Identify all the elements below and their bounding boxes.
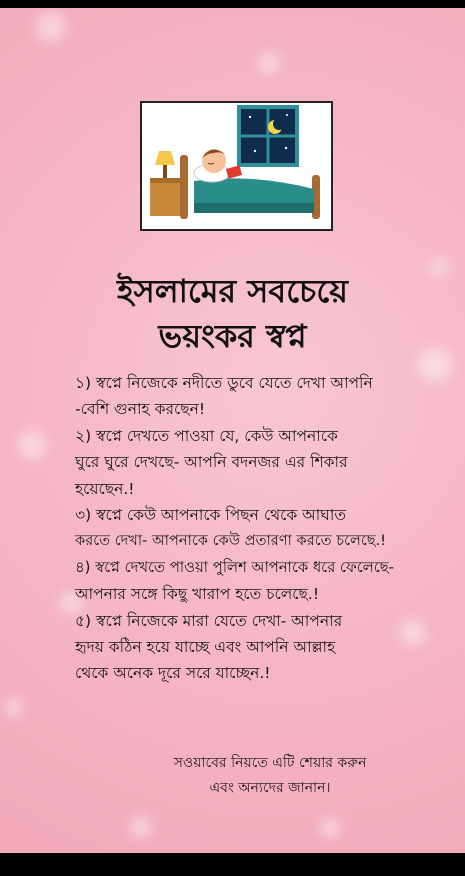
point-1-line-2: -বেশি গুনাহ করছেন! bbox=[75, 400, 206, 419]
night-window bbox=[237, 105, 299, 167]
point-1-line-1: ১) স্বপ্নে নিজেকে নদীতে ডুবে যেতে দেখা আপনি bbox=[75, 374, 373, 392]
point-5-line-2: হৃদয় কঠিন হয়ে যাচ্ছে এবং আপনি আল্লাহ bbox=[75, 638, 336, 657]
point-5-line-1: ৫) স্বপ্নে নিজেকে মারা যেতে দেখা- আপনার bbox=[75, 611, 343, 630]
bokeh-dot bbox=[5, 698, 23, 716]
bokeh-dot bbox=[18, 431, 46, 459]
share-appeal-line-1: সওয়াবের নিয়তে এটি শেয়ার করুন bbox=[173, 755, 367, 771]
point-3-line-2: করতে দেখা- আপনাকে কেউ প্রতারণা করতে চলেছে.! bbox=[75, 532, 387, 550]
point-2-line-3: হয়েছেন.! bbox=[75, 479, 135, 498]
point-2-line-2: ঘুরে ঘুরে দেখছে- আপনি বদনজর এর শিকার bbox=[75, 453, 348, 472]
bokeh-dot bbox=[130, 816, 152, 838]
title-line-1: ইসলামের সবচেয়ে bbox=[116, 272, 349, 310]
bokeh-dot bbox=[258, 52, 280, 74]
point-3-line-1: ৩) স্বপ্নে কেউ আপনাকে পিছন থেকে আঘাত bbox=[75, 506, 346, 525]
point-5-line-3: থেকে অনেক দূরে সরে যাচ্ছেন.! bbox=[75, 664, 271, 683]
point-4-line-2: আপনার সঙ্গে কিছু খারাপ হতে চলেছে.! bbox=[75, 585, 320, 604]
point-2-line-1: ২) স্বপ্নে দেখতে পাওয়া যে, কেউ আপনাকে bbox=[75, 426, 338, 445]
share-appeal-line-2: এবং অন্যদের জানান। bbox=[209, 780, 331, 796]
sleeping-child-illustration bbox=[140, 101, 333, 231]
bokeh-dot bbox=[36, 12, 66, 42]
bokeh-dot bbox=[320, 818, 340, 838]
sleeping-child-icon bbox=[142, 103, 331, 229]
dream-points-list bbox=[75, 370, 455, 687]
point-4-line-1: ৪) স্বপ্নে দেখতে পাওয়া পুলিশ আপনাকে ধরে ফেলেছে- bbox=[75, 558, 394, 576]
title-line-2: ভয়ংকর স্বপ্ন bbox=[158, 317, 307, 355]
pink-background bbox=[0, 8, 465, 853]
